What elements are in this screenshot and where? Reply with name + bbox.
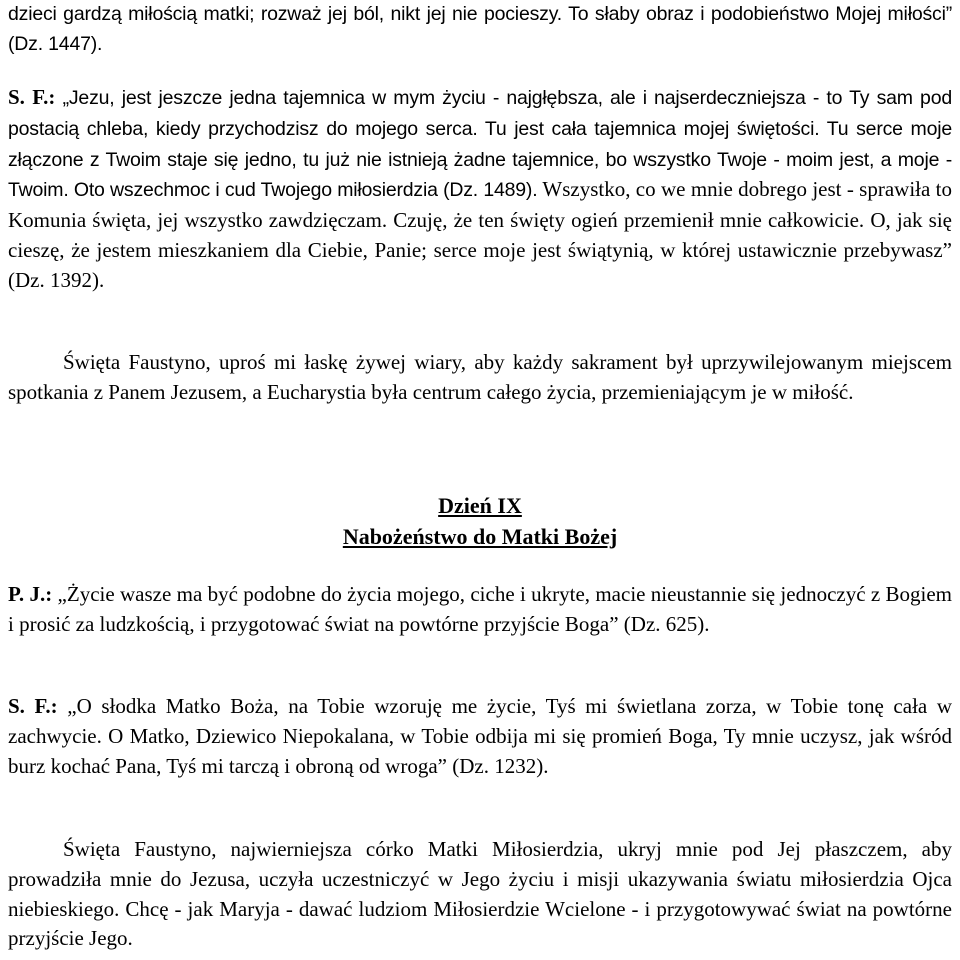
- paragraph-text: Święta Faustyno, uproś mi łaskę żywej wiary, aby każdy sakrament był uprzywilejowanym miejscem spotkania z Panem Jezusem, a Eucharystia była centrum całego życia, przemieniającym je w miłość.: [8, 350, 952, 404]
- paragraph-sister-faustina-mary: [8, 692, 952, 781]
- paragraph-text: Święta Faustyno, najwierniejsza córko Matki Miłosierdzia, ukryj mnie pod Jej płaszczem, aby prowadziła mnie do Jezusa, uczyła uczestniczyć w Jego życiu i misji ukazywania światu miłosierdzia Ojca niebieskiego. Chcę - jak Maryja - dawać ludziom Miłosierdzie Wcielone - i przygotowywać świat na powtórne przyjście Jego.: [8, 837, 952, 951]
- speaker-label: S. F.:: [8, 85, 56, 109]
- speaker-label: P. J.:: [8, 582, 53, 606]
- section-title-text: Nabożeństwo do Matki Bożej: [342, 524, 618, 549]
- paragraph-jesus-quote: [8, 580, 952, 640]
- paragraph-prayer-1: [8, 348, 952, 408]
- paragraph-sister-faustina-eucharist: [8, 83, 952, 296]
- paragraph-text: dzieci gardzą miłością matki; rozważ jej ból, nikt jej nie pocieszy. To słaby obraz i podobieństwo Mojej miłości” (Dz. 1447).: [8, 3, 952, 55]
- speaker-label: S. F.:: [8, 694, 58, 718]
- paragraph-text: „Życie wasze ma być podobne do życia mojego, ciche i ukryte, macie nieustannie się jednoczyć z Bogiem i prosić za ludzkością, i przygotować świat na powtórne przyjście Boga” (Dz. 625).: [8, 582, 952, 636]
- paragraph-text-tail: Wszystko, co we mnie dobrego jest - sprawiła to Komunia święta, jej wszystko zawdzięczam. Czuję, że ten święty ogień przemienił mnie całkowicie. O, jak się cieszę, że jestem mieszkaniem dla Ciebie, Panie; serce moje jest świątynią, w której ustawicznie przebywasz” (Dz. 1392).: [8, 177, 952, 292]
- paragraph-prayer-2: [8, 835, 952, 954]
- paragraph-text: „Jezu, jest jeszcze jedna tajemnica w mym życiu - najgłębsza, ale i najserdeczniejsza - to Ty sam pod postacią chleba, kiedy przychodzisz do mojego serca. Tu jest cała tajemnica mojej świętości. Tu serce moje złączone z Twoim staje się jedno, tu już nie istnieją żadne tajemnice, bo wszystko Twoje - moim jest, a moje - Twoim. Oto wszechmoc i cud Twojego miłosierdzia (Dz. 1489).: [8, 87, 952, 202]
- paragraph-continuation: [8, 0, 952, 60]
- section-title: [0, 521, 960, 552]
- paragraph-text: „O słodka Matko Boża, na Tobie wzoruję me życie, Tyś mi świetlana zorza, w Tobie tonę cała w zachwycie. O Matko, Dziewico Niepokalana, w Tobie odbija mi się promień Boga, Ty mnie uczysz, jak wśród burz kochać Pana, Tyś mi tarczą i obroną od wroga” (Dz. 1232).: [8, 694, 952, 778]
- day-heading: [0, 490, 960, 521]
- day-label: Dzień IX: [438, 493, 522, 518]
